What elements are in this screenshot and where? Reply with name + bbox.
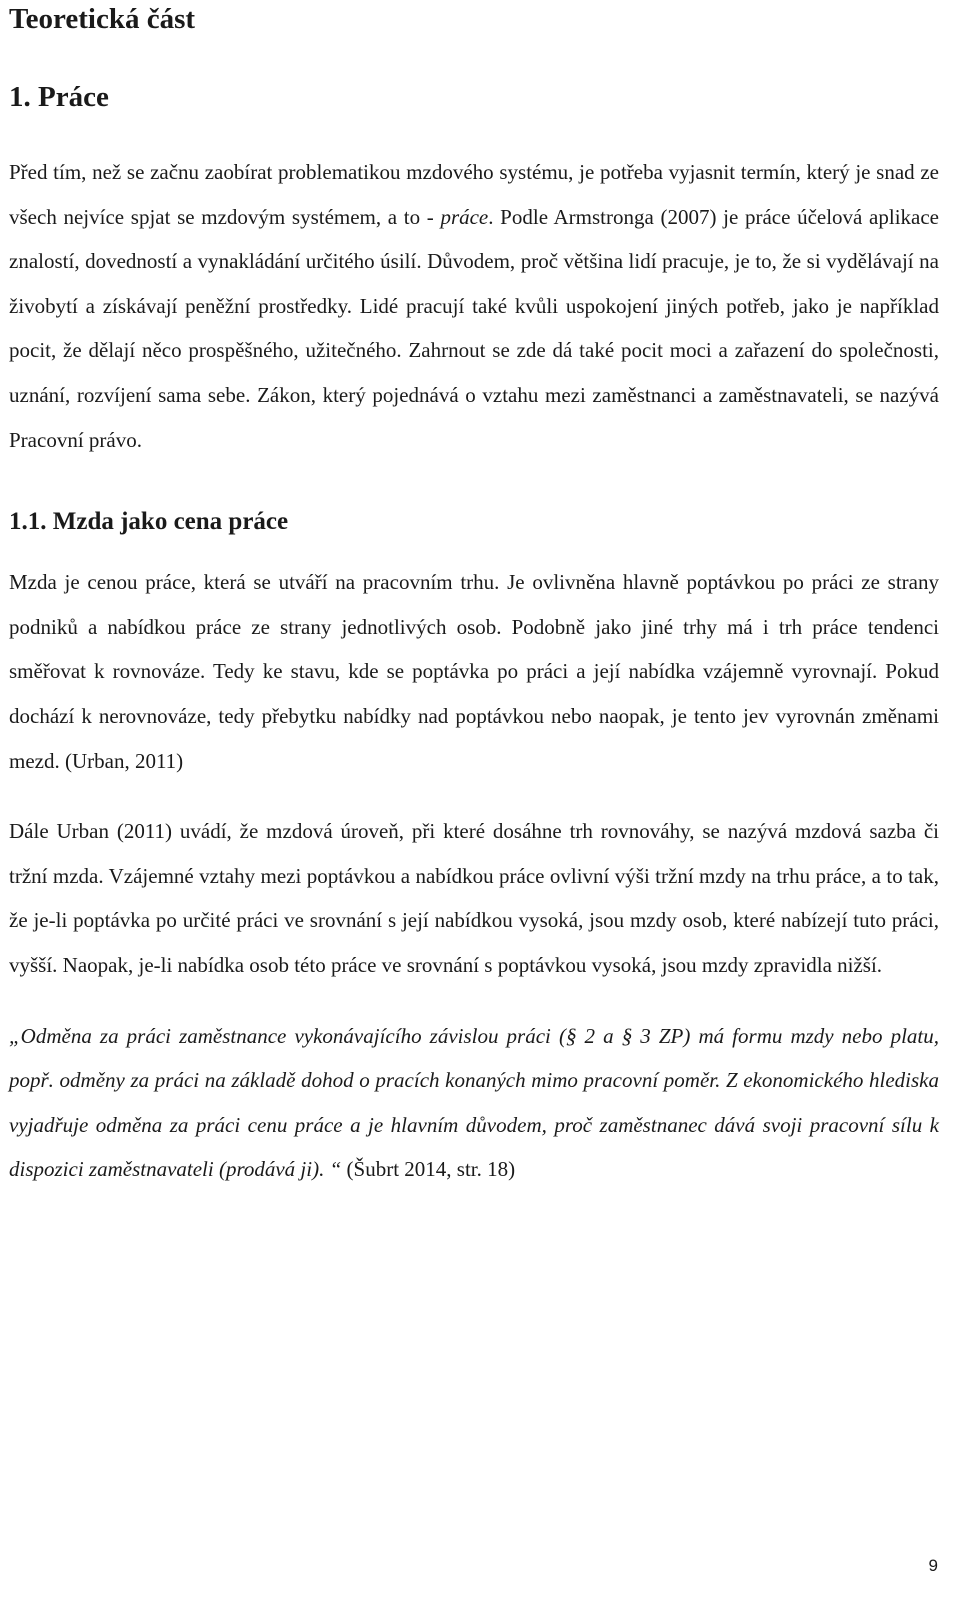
page-number: 9 [928,1556,938,1575]
paragraph-quote [9,1014,939,1192]
document-page [9,0,939,1192]
intro-text-end: . Podle Armstronga (2007) je práce účelová aplikace znalostí, dovedností a vynakládání určitého úsilí. Důvodem, proč většina lidí pracuje, je to, že si vydělávají na živobytí a získávají peněžní prostředky. Lidé pracují také kvůli uspokojení jiných potřeb, jako je například pocit, že dělají něco prospěšného, užitečného. Zahrnout se zde dá také pocit moci a zařazení do společnosti, uznání, rozvíjení sama sebe. Zákon, který pojednává o vztahu mezi zaměstnanci a zaměstnavateli, se nazývá Pracovní právo. [9,204,939,452]
section-title: Teoretická část [9,3,196,35]
paragraph-intro [9,150,939,462]
intro-text-start: Před tím, než se začnu zaobírat problematikou mzdového systému, je potřeba vyjasnit termín, který je snad ze všech nejvíce spjat se mzdovým systémem, a to - [9,160,939,229]
chapter-title: 1. Práce [9,81,109,113]
subchapter-title: 1.1. Mzda jako cena práce [9,508,289,536]
quote-text: „Odměna za práci zaměstnance vykonávajícího závislou práci (§ 2 a § 3 ZP) má formu mzdy nebo platu, popř. odměny za práci na základě dohod o pracích konaných mimo pracovní poměr. Z ekonomického hlediska vyjadřuje odměna za práci cenu práce a je hlavním důvodem, proč zaměstnanec dává svoji pracovní sílu k dispozici zaměstnavateli (prodává ji). “ [9,1023,939,1182]
intro-emphasis: práce [440,204,489,229]
quote-citation: (Šubrt 2014, str. 18) [341,1157,516,1182]
paragraph-wage-definition: Mzda je cenou práce, která se utváří na pracovním trhu. Je ovlivněna hlavně poptávkou po práci ze strany podniků a nabídkou práce ze strany jednotlivých osob. Podobně jako jiné trhy má i trh práce tendenci směřovat k rovnováze. Tedy ke stavu, kde se poptávka po práci a její nabídka vzájemně vyrovnají. Pokud dochází k nerovnováze, tedy přebytku nabídky nad poptávkou nebo naopak, je tento jev vyrovnán změnami mezd. (Urban, 2011) [9,570,939,773]
paragraph-urban-equilibrium: Dále Urban (2011) uvádí, že mzdová úroveň, při které dosáhne trh rovnováhy, se nazývá mzdová sazba či tržní mzda. Vzájemné vztahy mezi poptávkou a nabídkou práce ovlivní výši tržní mzdy na trhu práce, a to tak, že je-li poptávka po určité práci ve srovnání s její nabídkou vysoká, jsou mzdy osob, které nabízejí tuto práci, vyšší. Naopak, je-li nabídka osob této práce ve srovnání s poptávkou vysoká, jsou mzdy zpravidla nižší. [9,819,939,977]
